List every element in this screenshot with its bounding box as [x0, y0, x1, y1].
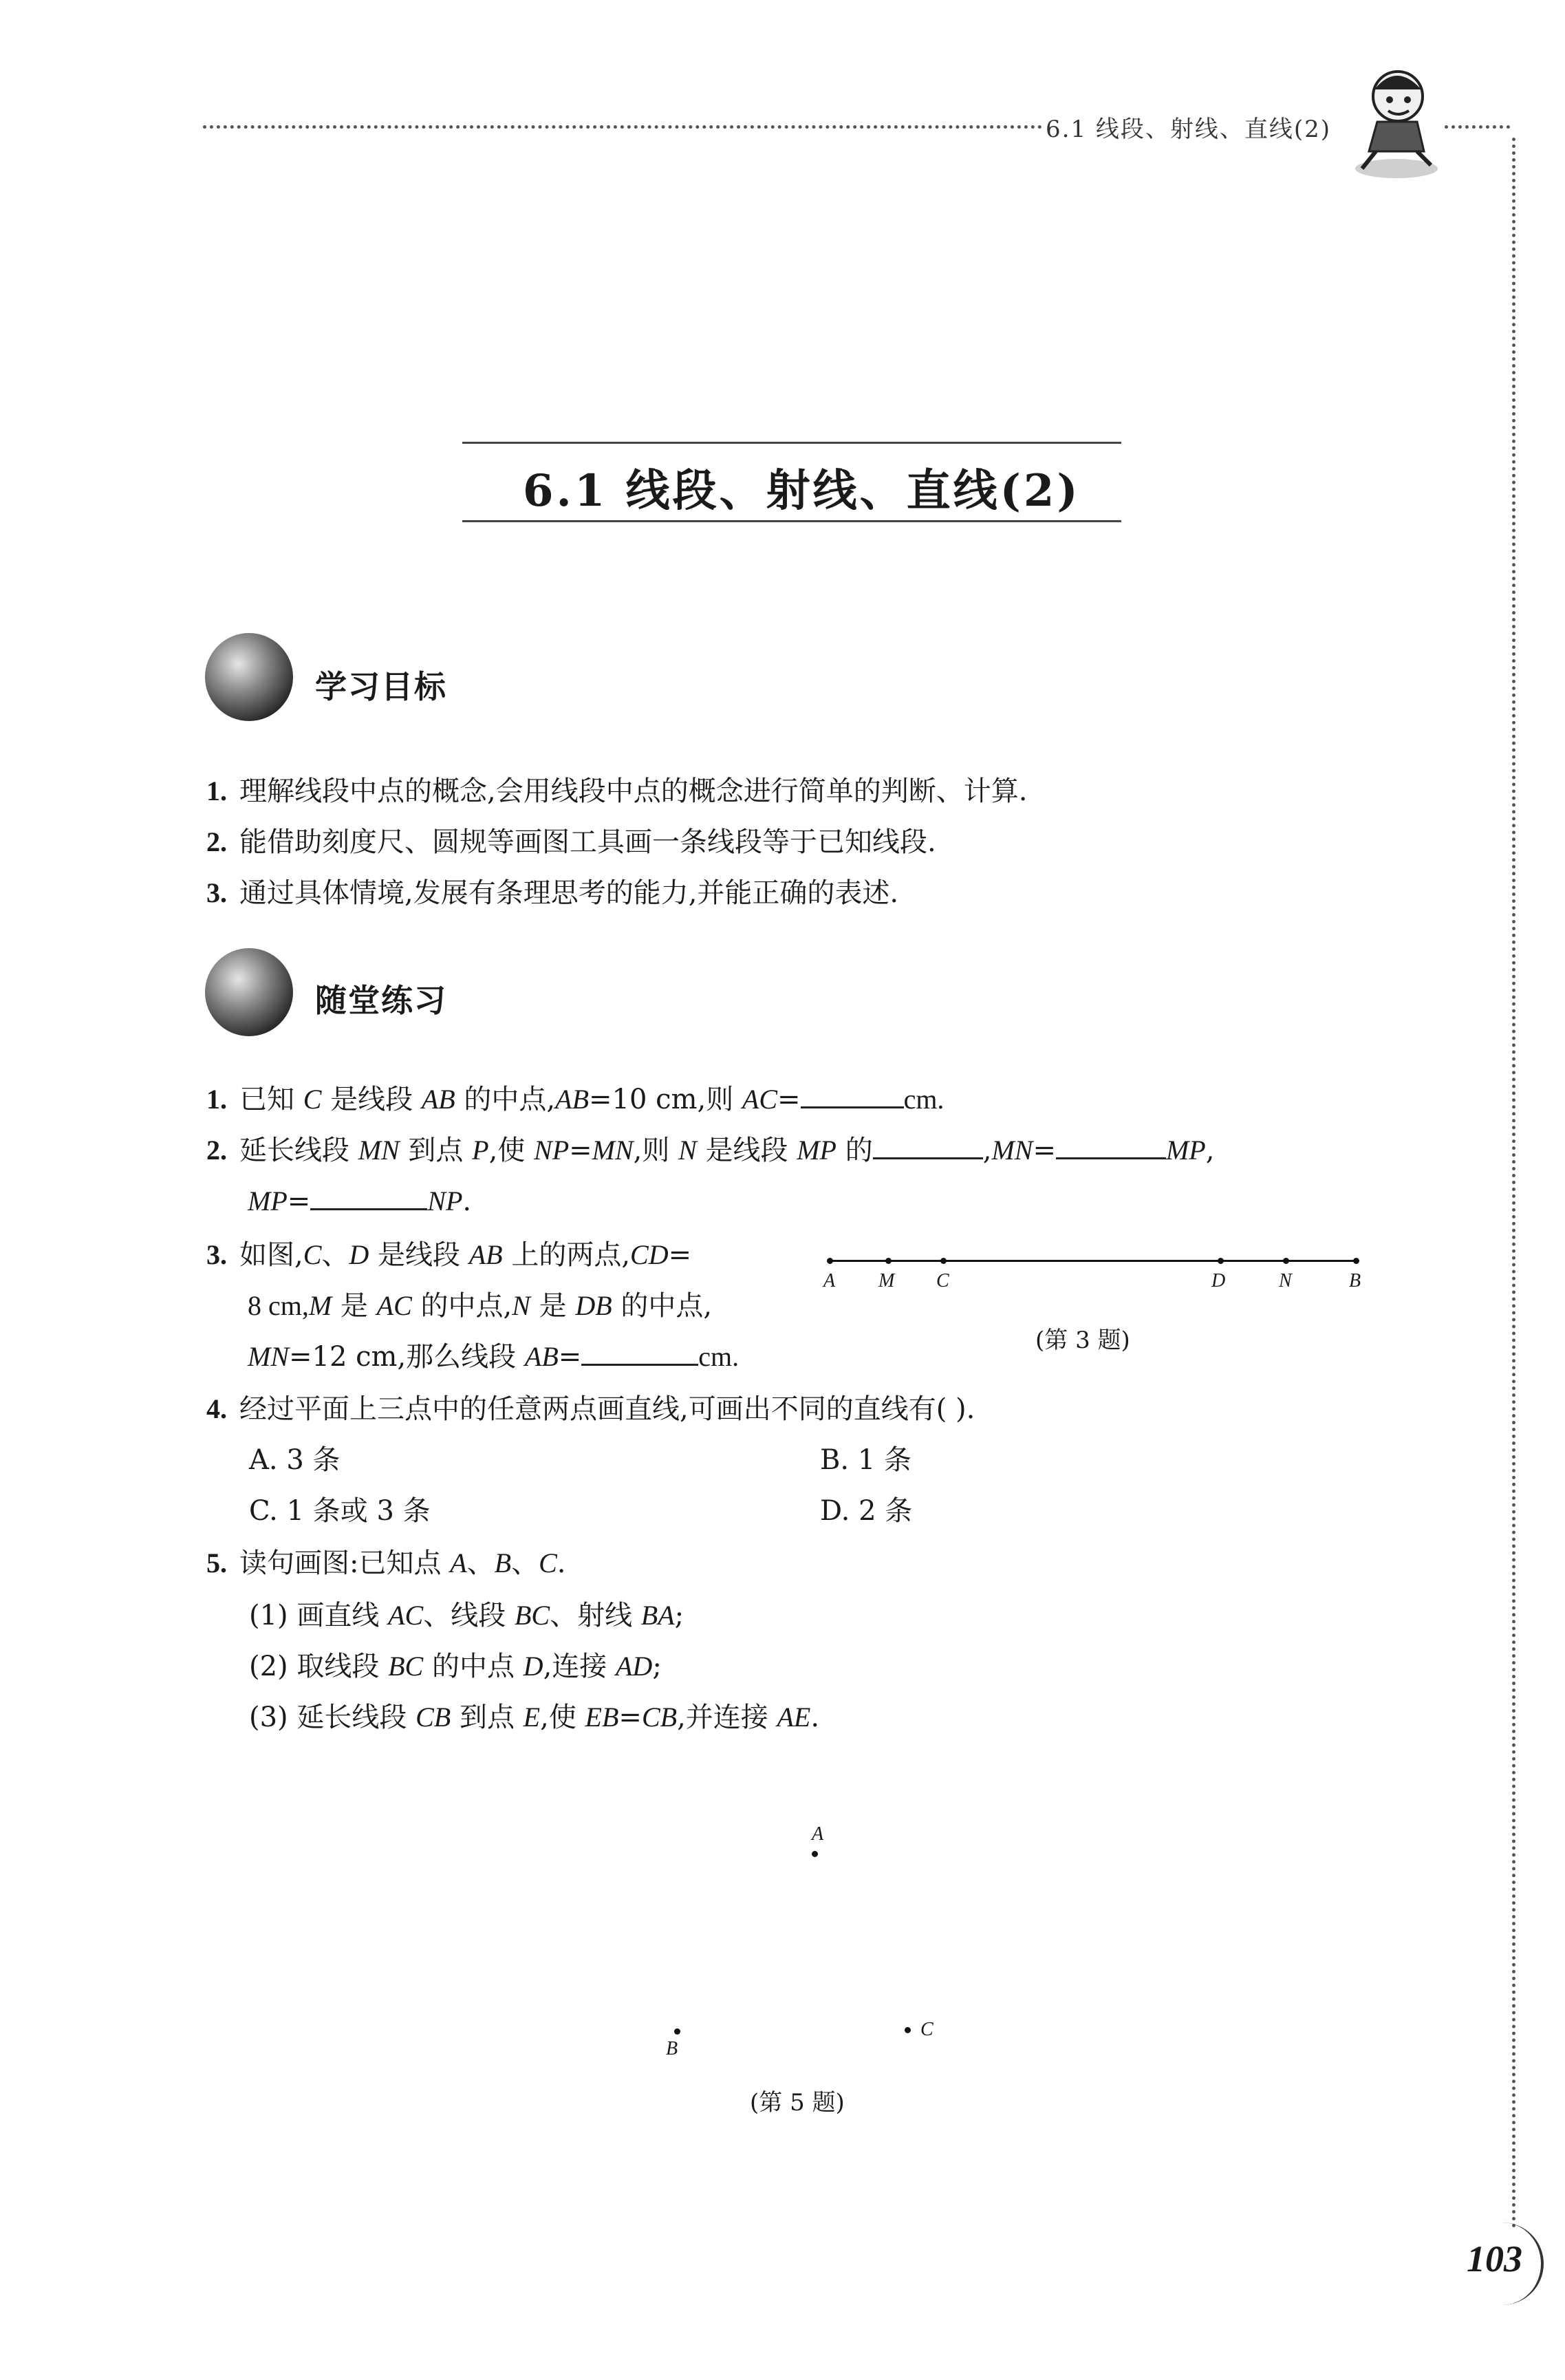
label-b: B [1349, 1270, 1361, 1291]
math-var: C [539, 1547, 557, 1578]
goal-item [206, 773, 1027, 809]
step-number: (2) [249, 1651, 288, 1682]
goal-text: 能借助刻度尺、圆规等画图工具画一条线段等于已知线段. [239, 826, 936, 858]
section-heading-practice: 随堂练习 [315, 982, 447, 1019]
math-var: A [450, 1547, 467, 1578]
figure-caption: (第 5 题) [750, 2089, 845, 2116]
math-var: AC [376, 1290, 412, 1321]
q-text: . [557, 1547, 566, 1579]
q-text: 、 [321, 1239, 349, 1271]
math-var: EB [585, 1702, 619, 1733]
figure-caption: (第 3 题) [1035, 1327, 1130, 1354]
math-var: N [678, 1135, 697, 1166]
question-5-step-2 [249, 1649, 662, 1684]
q-text: 延长线段 [288, 1702, 416, 1733]
math-var: MP [1165, 1135, 1206, 1166]
page-number: 103 [1467, 2238, 1522, 2280]
segment-line [829, 1260, 1359, 1262]
math-var: MP [797, 1135, 837, 1166]
q-text: , [982, 1135, 992, 1166]
q-text: 是线段 [369, 1239, 469, 1271]
q-text: 是线段 [696, 1135, 797, 1166]
page-title: 6.1 线段、射线、直线(2) [523, 465, 1081, 517]
math-var: D [349, 1239, 369, 1270]
math-var: CB [641, 1702, 678, 1733]
q-text: 是 [332, 1290, 377, 1322]
goal-item [206, 824, 936, 860]
math-var: AE [777, 1702, 811, 1733]
option-c: C. 1 条或 3 条 [249, 1495, 431, 1527]
q-text: . [462, 1186, 472, 1217]
question-5-step-3 [249, 1700, 819, 1735]
math-var: AC [742, 1084, 778, 1115]
math-var: CD [630, 1239, 669, 1270]
q-text: cm. [903, 1084, 945, 1115]
q3-figure [822, 1252, 1372, 1355]
question-2 [206, 1133, 1214, 1168]
q-text: 8 cm, [248, 1290, 309, 1321]
q-text: 、射线 [550, 1600, 641, 1631]
math-var: B [494, 1547, 512, 1578]
q-text: 上的两点, [502, 1239, 631, 1271]
option-a: A. 3 条 [249, 1444, 341, 1476]
question-4 [206, 1391, 975, 1427]
running-header: 6.1 线段、射线、直线(2) [1046, 116, 1332, 143]
step-number: (1) [249, 1600, 288, 1631]
q-text: ,连接 [543, 1651, 616, 1682]
math-var: NP [534, 1135, 570, 1166]
math-var: BC [514, 1600, 550, 1631]
point-m [885, 1258, 892, 1264]
q-text: ,使 [540, 1702, 585, 1733]
q-text: 、 [466, 1547, 495, 1579]
q-text: 是 [530, 1290, 576, 1322]
math-var: MN [248, 1341, 289, 1372]
step-number: (3) [249, 1702, 288, 1733]
q-text: ,则 [633, 1135, 679, 1166]
math-var: P [472, 1135, 489, 1166]
point-n [1283, 1258, 1289, 1264]
question-5-step-1 [249, 1598, 684, 1633]
q-text: 是线段 [321, 1084, 422, 1115]
section-heading-goals: 学习目标 [315, 668, 447, 705]
item-number: 4. [206, 1393, 227, 1424]
question-1 [206, 1082, 944, 1117]
math-var: AB [421, 1084, 455, 1115]
q5-label-c: C [920, 2019, 933, 2040]
q-text: ; [652, 1651, 662, 1682]
q-text: = [777, 1084, 801, 1115]
label-a: A [823, 1270, 836, 1291]
q-text: 经过平面上三点中的任意两点画直线,可画出不同的直线有( ). [239, 1393, 975, 1425]
q-text: =10 cm,则 [589, 1084, 742, 1115]
q-text: 的 [837, 1135, 873, 1166]
goal-text: 通过具体情境,发展有条理思考的能力,并能正确的表述. [239, 877, 899, 909]
goal-item [206, 875, 898, 911]
q-text: 的中点 [423, 1651, 524, 1682]
answer-blank[interactable] [581, 1339, 698, 1366]
q-text: 取线段 [288, 1651, 389, 1682]
option-b: B. 1 条 [820, 1444, 911, 1476]
question-3 [206, 1237, 691, 1273]
question-3-line3 [248, 1339, 739, 1375]
label-c: C [936, 1270, 949, 1291]
answer-blank[interactable] [310, 1183, 427, 1210]
math-var: BA [640, 1600, 675, 1631]
q-text: =12 cm,那么线段 [289, 1341, 525, 1373]
q-text: 到点 [451, 1702, 524, 1733]
q-text: 读句画图:已知点 [239, 1547, 451, 1579]
math-var: AB [555, 1084, 590, 1115]
math-var: AB [524, 1341, 559, 1372]
globe-grid-icon [205, 948, 293, 1036]
item-number: 5. [206, 1547, 227, 1578]
header-dotted-rule-right [1445, 125, 1510, 129]
title-rule-bottom [462, 520, 1121, 522]
item-number: 3. [206, 1239, 227, 1270]
label-d: D [1211, 1270, 1226, 1291]
q-text: , [1205, 1135, 1215, 1166]
point-a [827, 1258, 833, 1264]
q5-label-b: B [666, 2038, 678, 2059]
math-var: CB [415, 1702, 451, 1733]
q-text: 的中点, [411, 1290, 512, 1322]
q5-label-a: A [812, 1823, 824, 1845]
q-text: 如图, [239, 1239, 303, 1271]
item-number: 2. [206, 1135, 227, 1166]
math-var: MN [991, 1135, 1033, 1166]
q-text: 的中点, [455, 1084, 556, 1115]
point-b [1353, 1258, 1359, 1264]
q-text: . [810, 1702, 820, 1733]
math-var: AC [388, 1600, 424, 1631]
q-text: = [618, 1702, 642, 1733]
q-text: ,并连接 [677, 1702, 777, 1733]
q-text: 、 [511, 1547, 539, 1579]
point-d [1218, 1258, 1224, 1264]
header-dotted-rule [203, 125, 1042, 129]
math-var: MN [358, 1135, 400, 1166]
question-2-line2 [248, 1183, 471, 1219]
q-text: = [287, 1186, 311, 1217]
item-number: 3. [206, 877, 227, 908]
globe-icon [205, 633, 293, 721]
math-var: C [303, 1239, 322, 1270]
q-text: 延长线段 [239, 1135, 358, 1166]
item-number: 1. [206, 775, 227, 806]
point-c [940, 1258, 947, 1264]
right-edge-dotted-rule [1512, 138, 1515, 2229]
math-var: N [512, 1290, 530, 1321]
q-text: 画直线 [288, 1600, 389, 1631]
answer-blank[interactable] [801, 1082, 904, 1108]
q5-point-b [674, 2028, 680, 2035]
math-var: E [523, 1702, 541, 1733]
q-text: = [668, 1239, 692, 1271]
q5-point-c [905, 2027, 911, 2033]
option-d: D. 2 条 [820, 1495, 913, 1527]
q-text: = [1033, 1135, 1056, 1166]
q-text: 已知 [239, 1084, 303, 1115]
math-var: MP [248, 1186, 288, 1216]
math-var: AB [468, 1239, 503, 1270]
q-text: = [569, 1135, 592, 1166]
answer-blank[interactable] [1056, 1133, 1166, 1159]
math-var: C [303, 1084, 322, 1115]
q-text: 、线段 [423, 1600, 515, 1631]
math-var: BC [388, 1651, 424, 1682]
math-var: M [308, 1290, 332, 1321]
math-var: DB [575, 1290, 612, 1321]
q-text: cm. [698, 1341, 740, 1372]
item-number: 1. [206, 1084, 227, 1115]
math-var: NP [427, 1186, 463, 1216]
mascot-icon [1348, 65, 1445, 182]
q-text: ,使 [488, 1135, 535, 1166]
question-5 [206, 1545, 565, 1581]
q-text: 到点 [399, 1135, 473, 1166]
item-number: 2. [206, 826, 227, 857]
question-3-line2 [248, 1288, 712, 1324]
answer-blank[interactable] [873, 1133, 983, 1159]
q-text: 的中点, [612, 1290, 713, 1322]
label-n: N [1279, 1270, 1292, 1291]
q-text: ; [674, 1600, 684, 1631]
label-m: M [878, 1270, 895, 1291]
math-var: MN [592, 1135, 634, 1166]
math-var: D [523, 1651, 543, 1682]
math-var: AD [616, 1651, 653, 1682]
goal-text: 理解线段中点的概念,会用线段中点的概念进行简单的判断、计算. [239, 775, 1028, 807]
title-rule-top [462, 442, 1121, 444]
q5-point-a [812, 1851, 818, 1857]
q-text: = [558, 1341, 582, 1373]
